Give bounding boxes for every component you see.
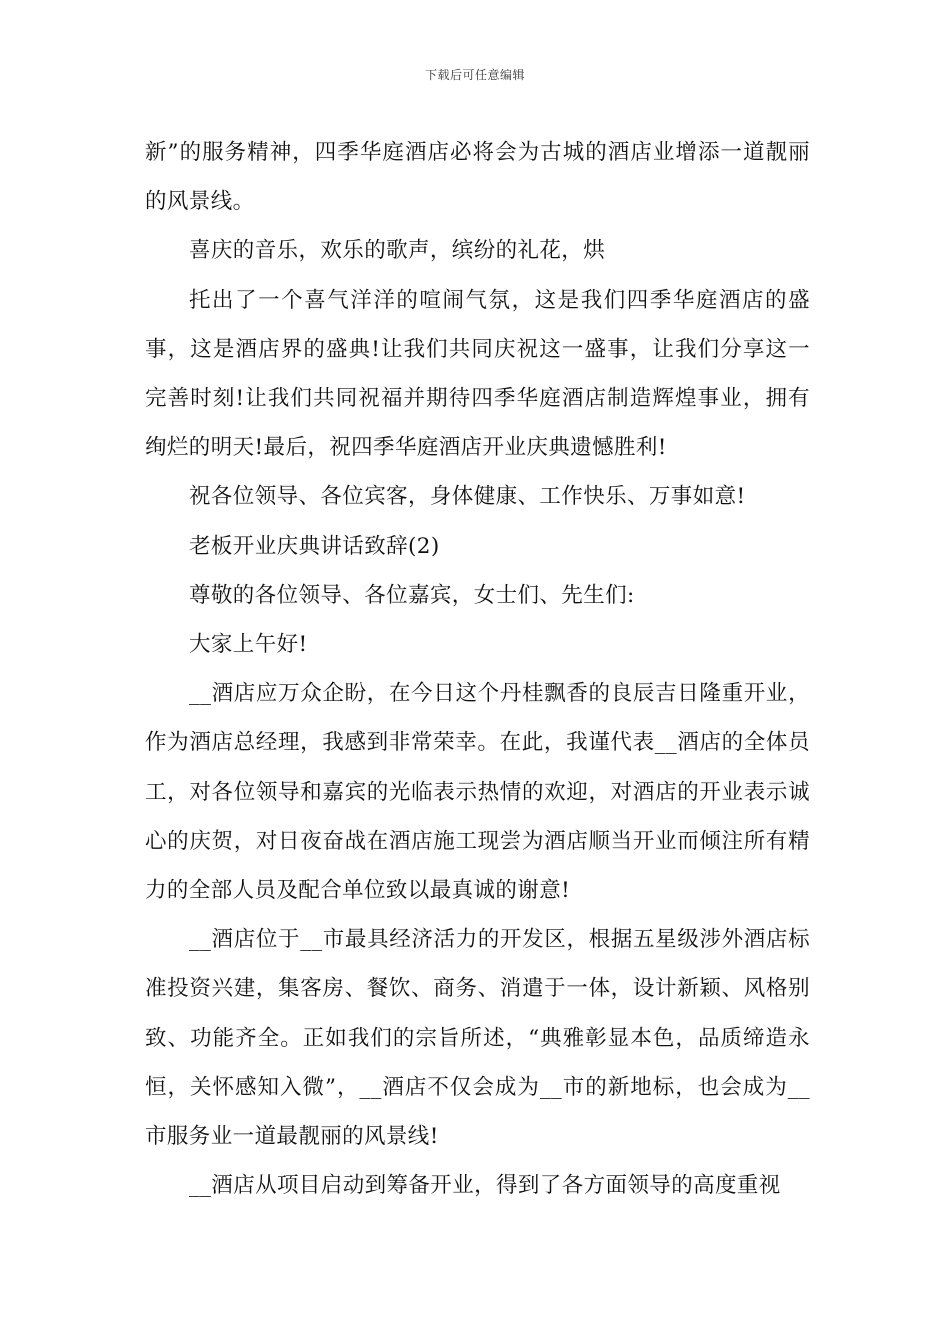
- salutation: 尊敬的各位领导、各位嘉宾，女士们、先生们:: [189, 582, 635, 608]
- paragraph: 喜庆的音乐，欢乐的歌声，缤纷的礼花，烘: [189, 238, 606, 264]
- greeting: 大家上午好!: [189, 632, 308, 658]
- paragraph: 祝各位领导、各位宾客，身体健康、工作快乐、万事如意!: [189, 484, 746, 510]
- paragraph: __酒店应万众企盼，在今日这个丹桂飘香的良辰吉日隆重开业，作为酒店总经理，我感到非常荣幸。在此，我谨代表__酒店的全体员工，对各位领导和嘉宾的光临表示热情的欢迎，对酒店的开业表示诚心的庆贺，对日夜奋战在酒店施工现尝为酒店顺当开业而倾注所有精力的全部人员及配合单位致以最真诚的谢意!: [145, 681, 810, 904]
- paragraph: __酒店位于__市最具经济活力的开发区，根据五星级涉外酒店标准投资兴建，集客房、餐饮、商务、消遣于一体，设计新颖、风格别致、功能齐全。正如我们的宗旨所述，“典雅彰显本色，品质缔造永恒，关怀感知入微”，__酒店不仅会成为__市的新地标，也会成为__市服务业一道最靓丽的风景线!: [145, 927, 810, 1150]
- section-heading: 老板开业庆典讲话致辞(2): [189, 533, 440, 559]
- paragraph: 新”的服务精神，四季华庭酒店必将会为古城的酒店业增添一道靓丽的风景线。: [145, 140, 810, 215]
- page-header: 下载后可任意编辑: [424, 68, 525, 82]
- paragraph: __酒店从项目启动到筹备开业，得到了各方面领导的高度重视: [189, 1173, 781, 1199]
- paragraph: 托出了一个喜气洋洋的喧闹气氛，这是我们四季华庭酒店的盛事，这是酒店界的盛典!让我们共同庆祝这一盛事，让我们分享这一完善时刻!让我们共同祝福并期待四季华庭酒店制造辉煌事业，拥有绚烂的明天!最后，祝四季华庭酒店开业庆典遗憾胜利!: [145, 287, 810, 461]
- document-body: [145, 128, 810, 1210]
